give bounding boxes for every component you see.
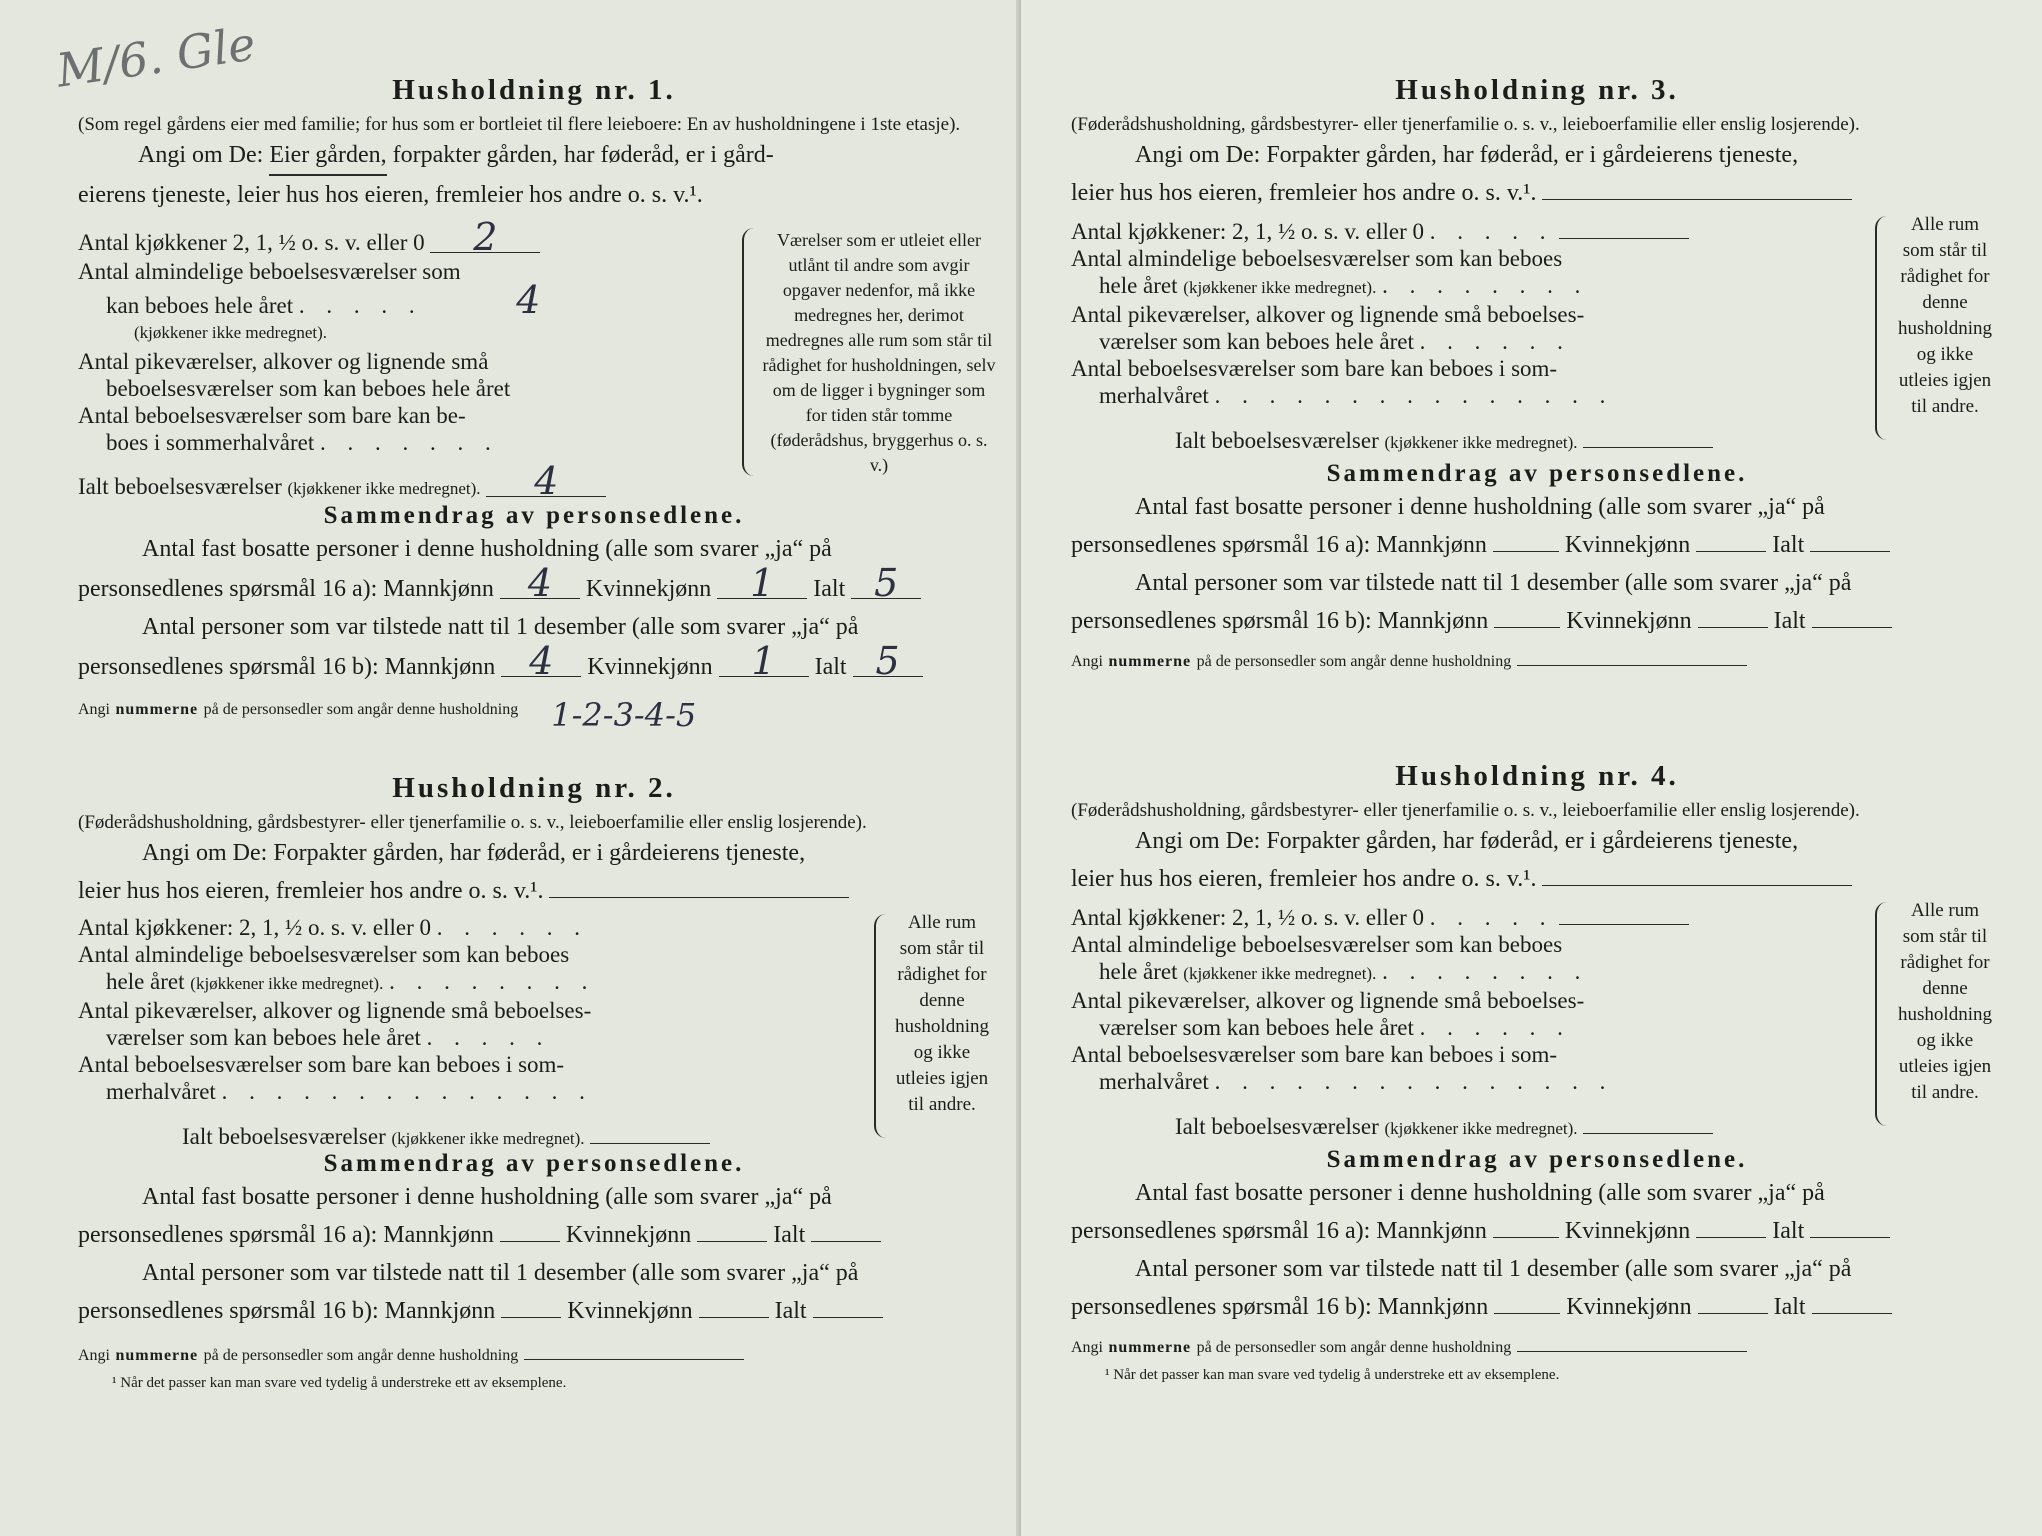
h4-tilst-female[interactable] — [1698, 1313, 1768, 1314]
h1-tilst-line-a: Antal personer som var tilstede natt til 1 desember (alle som svarer „ja“ på — [142, 614, 859, 640]
right-footnote: ¹ Når det passer kan man svare ved tydelig å understreke ett av eksemplene. — [1105, 1367, 1560, 1383]
corner-handwritten-note: M/6. Gle — [53, 16, 259, 98]
h2-fast-male[interactable] — [500, 1241, 560, 1242]
h1-maid-rooms-question: Antal pikeværelser, alkover og lignende små beboelsesværelser som kan beboes hele året — [78, 349, 511, 401]
h2-kitchens-question: Antal kjøkkener: 2, 1, ½ o. s. v. eller 0 . . . . . . — [78, 915, 589, 940]
household-2-rooms — [78, 910, 990, 1149]
h4-summer-rooms-question: Antal beboelsesværelser som bare kan beboes i som- merhalvåret . . . . . . . . . . . . . . . — [1071, 1042, 1614, 1094]
h3-summary-title: Sammendrag av personsedlene. — [1326, 460, 1748, 487]
household-1-eier-underlined: Eier gården, — [269, 136, 386, 176]
h2-rooms-question: Antal almindelige beboelsesværelser som kan beboes hele året (kjøkkener ikke medregnet). . . . . . . . . — [78, 942, 596, 994]
h2-angi-blank[interactable] — [549, 897, 849, 898]
h3-total-blank[interactable] — [1583, 447, 1713, 448]
h2-side-note: Alle rum som står til rådighet for denne husholdning og ikke utleies igjen til andre. — [895, 912, 989, 1115]
h1-summary-title: Sammendrag av personsedlene. — [323, 502, 745, 529]
h4-tilst-line-b: personsedlenes spørsmål 16 b): Mannkjønn Kvinnekjønn Ialt — [1071, 1288, 2003, 1326]
h2-fast-female[interactable] — [697, 1241, 767, 1242]
household-1-intro: (Som regel gårdens eier med familie; for hus som er bortleiet til flere leieboere: En av husholdningene i 1ste etasje). — [78, 114, 961, 135]
h4-tilst-total[interactable] — [1812, 1313, 1892, 1314]
h3-tilst-female[interactable] — [1698, 627, 1768, 628]
h2-angi-numbers-blank[interactable] — [524, 1359, 744, 1360]
h3-summer-rooms-question: Antal beboelsesværelser som bare kan beboes i som- merhalvåret . . . . . . . . . . . . . . . — [1071, 356, 1614, 408]
h2-tilst-total[interactable] — [813, 1317, 883, 1318]
household-4-section — [1071, 760, 2003, 1384]
h2-tilst-line-a: Antal personer som var tilstede natt til 1 desember (alle som svarer „ja“ på — [142, 1260, 859, 1286]
h1-brace — [742, 228, 758, 476]
h4-rooms-question: Antal almindelige beboelsesværelser som kan beboes hele året (kjøkkener ikke medregnet). . . . . . . . . — [1071, 932, 1589, 984]
h1-total-value[interactable]: 4 — [486, 466, 606, 497]
left-footnote: ¹ Når det passer kan man svare ved tydelig å understreke ett av eksemplene. — [112, 1375, 567, 1391]
h4-angi-numbers-blank[interactable] — [1517, 1351, 1747, 1352]
h3-tilst-male[interactable] — [1494, 627, 1560, 628]
h2-brace — [874, 914, 890, 1138]
household-3-intro: (Føderådshusholdning, gårdsbestyrer- eller tjenerfamilie o. s. v., leieboerfamilie eller enslig losjerende). — [1071, 114, 1860, 135]
h3-tilst-total[interactable] — [1812, 627, 1892, 628]
h3-total-rooms: Ialt beboelsesværelser (kjøkkener ikke medregnet). — [1071, 427, 1861, 456]
household-2-title: Husholdning nr. 2. — [392, 772, 676, 804]
household-1-angi-line: Angi om De: Eier gården, forpakter gården, har føderåd, er i gård- — [78, 136, 990, 176]
h3-kitchens-question: Antal kjøkkener: 2, 1, ½ o. s. v. eller 0 . . . . . — [1071, 218, 1861, 245]
h1-rooms-question: Antal almindelige beboelsesværelser som kan beboes hele året . . . . . 4 (kjøkkener ikke medregnet). — [78, 258, 728, 346]
h2-fast-total[interactable] — [811, 1241, 881, 1242]
h2-tilst-line-b: personsedlenes spørsmål 16 b): Mannkjønn Kvinnekjønn Ialt — [78, 1292, 990, 1330]
h2-tilst-female[interactable] — [699, 1317, 769, 1318]
h4-fast-line-b: personsedlenes spørsmål 16 a): Mannkjønn Kvinnekjønn Ialt — [1071, 1212, 2003, 1250]
household-2-angi-line2: leier hus hos eieren, fremleier hos andre o. s. v.¹. — [78, 872, 990, 910]
h1-fast-line-a: Antal fast bosatte personer i denne husholdning (alle som svarer „ja“ på — [142, 536, 832, 562]
h1-kitchens-question: Antal kjøkkener 2, 1, ½ o. s. v. eller 0 2 — [78, 222, 728, 256]
household-4-title: Husholdning nr. 4. — [1395, 760, 1679, 792]
household-3-rooms — [1071, 212, 2003, 452]
household-4-intro: (Føderådshusholdning, gårdsbestyrer- eller tjenerfamilie o. s. v., leieboerfamilie eller enslig losjerende). — [1071, 800, 1860, 821]
h2-summer-rooms-question: Antal beboelsesværelser som bare kan beboes i som- merhalvåret . . . . . . . . . . . . . . — [78, 1052, 593, 1104]
h4-summary-title: Sammendrag av personsedlene. — [1326, 1146, 1748, 1173]
h3-fast-line-a: Antal fast bosatte personer i denne husholdning (alle som svarer „ja“ på — [1135, 494, 1825, 520]
household-4-angi-line2: leier hus hos eieren, fremleier hos andre o. s. v.¹. — [1071, 860, 2003, 898]
h3-maid-rooms-question: Antal pikeværelser, alkover og lignende små beboelses- værelser som kan beboes hele året . . . . . . — [1071, 302, 1585, 354]
h3-fast-line-b: personsedlenes spørsmål 16 a): Mannkjønn Kvinnekjønn Ialt — [1071, 526, 2003, 564]
h1-rooms-value[interactable]: 4 — [516, 278, 541, 322]
h3-fast-total[interactable] — [1810, 551, 1890, 552]
household-3-title: Husholdning nr. 3. — [1395, 74, 1679, 106]
h1-summer-rooms-question: Antal beboelsesværelser som bare kan be- boes i sommerhalvåret . . . . . . . — [78, 403, 499, 455]
h2-total-rooms: Ialt beboelsesværelser (kjøkkener ikke medregnet). — [78, 1123, 858, 1152]
household-3-angi-line: Angi om De: Forpakter gården, har føderåd, er i gårdeierens tjeneste, — [1135, 142, 1799, 168]
h3-rooms-question: Antal almindelige beboelsesværelser som kan beboes hele året (kjøkkener ikke medregnet). . . . . . . . . — [1071, 246, 1589, 298]
h1-angi-numbers: Angi nummerne på de personsedler som angår denne husholdning 1-2-3-4-5 — [78, 688, 990, 727]
h1-tilst-total[interactable]: 5 — [853, 646, 923, 677]
household-1-title: Husholdning nr. 1. — [392, 74, 676, 106]
h2-fast-line-a: Antal fast bosatte personer i denne husholdning (alle som svarer „ja“ på — [142, 1184, 832, 1210]
right-page — [1021, 0, 2042, 1536]
household-1-section — [78, 74, 996, 734]
h4-total-rooms: Ialt beboelsesværelser (kjøkkener ikke medregnet). — [1071, 1113, 1861, 1142]
household-3-angi-line2: leier hus hos eieren, fremleier hos andre o. s. v.¹. — [1071, 174, 2003, 212]
h1-side-note: Værelser som er utleiet eller utlånt til andre som avgir opgaver nedenfor, må ikke medregnes her, derimot medregnes alle rum som står til rådighet for husholdningen, selv om de ligger i bygninger som for tiden står tomme (føderådshus, bryggerhus o. s. v.) — [762, 230, 996, 475]
h1-total-rooms: Ialt beboelsesværelser (kjøkkener ikke medregnet). 4 — [78, 466, 728, 502]
h1-tilst-line-b: personsedlenes spørsmål 16 b): Mannkjønn 4 Kvinnekjønn 1 Ialt 5 — [78, 646, 990, 686]
household-1-angi-line2: eierens tjeneste, leier hus hos eieren, fremleier hos andre o. s. v.¹. — [78, 182, 703, 208]
h4-fast-female[interactable] — [1696, 1237, 1766, 1238]
h4-side-note: Alle rum som står til rådighet for denne husholdning og ikke utleies igjen til andre. — [1898, 900, 1992, 1103]
h4-angi-blank[interactable] — [1542, 885, 1852, 886]
h2-total-blank[interactable] — [590, 1143, 710, 1144]
h1-kitchens-value[interactable]: 2 — [430, 222, 540, 253]
h3-tilst-line-b: personsedlenes spørsmål 16 b): Mannkjønn Kvinnekjønn Ialt — [1071, 602, 2003, 640]
household-2-section — [78, 772, 990, 1392]
household-4-rooms — [1071, 898, 2003, 1138]
h4-brace — [1875, 902, 1891, 1126]
household-2-angi-line: Angi om De: Forpakter gården, har føderåd, er i gårdeierens tjeneste, — [142, 840, 806, 866]
household-3-section — [1071, 74, 2003, 679]
h3-angi-numbers-blank[interactable] — [1517, 665, 1747, 666]
h4-fast-male[interactable] — [1493, 1237, 1559, 1238]
h3-side-note: Alle rum som står til rådighet for denne husholdning og ikke utleies igjen til andre. — [1898, 214, 1992, 417]
h1-fast-female[interactable]: 1 — [717, 568, 807, 599]
h3-tilst-line-a: Antal personer som var tilstede natt til 1 desember (alle som svarer „ja“ på — [1135, 570, 1852, 596]
h1-fast-total[interactable]: 5 — [851, 568, 921, 599]
h4-angi-numbers: Angi nummerne på de personsedler som angår denne husholdning — [1071, 1328, 2003, 1365]
h1-tilst-female[interactable]: 1 — [719, 646, 809, 677]
household-1-rooms — [78, 214, 996, 503]
h1-fast-line-b: personsedlenes spørsmål 16 a): Mannkjønn 4 Kvinnekjønn 1 Ialt 5 — [78, 568, 990, 608]
h2-tilst-male[interactable] — [501, 1317, 561, 1318]
household-2-intro: (Føderådshusholdning, gårdsbestyrer- eller tjenerfamilie o. s. v., leieboerfamilie eller enslig losjerende). — [78, 812, 867, 833]
h2-maid-rooms-question: Antal pikeværelser, alkover og lignende små beboelses- værelser som kan beboes hele året . . . . . — [78, 998, 592, 1050]
h1-tilst-male[interactable]: 4 — [501, 646, 581, 677]
h3-fast-female[interactable] — [1696, 551, 1766, 552]
h3-fast-male[interactable] — [1493, 551, 1559, 552]
h3-angi-numbers: Angi nummerne på de personsedler som angår denne husholdning — [1071, 642, 2003, 679]
h3-brace — [1875, 216, 1891, 440]
h4-maid-rooms-question: Antal pikeværelser, alkover og lignende små beboelses- værelser som kan beboes hele året . . . . . . — [1071, 988, 1585, 1040]
h4-kitchens-blank[interactable] — [1559, 924, 1689, 925]
h4-tilst-line-a: Antal personer som var tilstede natt til 1 desember (alle som svarer „ja“ på — [1135, 1256, 1852, 1282]
h4-kitchens-question: Antal kjøkkener: 2, 1, ½ o. s. v. eller 0 . . . . . — [1071, 904, 1861, 931]
household-4-angi-line: Angi om De: Forpakter gården, har føderåd, er i gårdeierens tjeneste, — [1135, 828, 1799, 854]
h2-summary-title: Sammendrag av personsedlene. — [323, 1150, 745, 1177]
h3-kitchens-blank[interactable] — [1559, 238, 1689, 239]
h4-fast-line-a: Antal fast bosatte personer i denne husholdning (alle som svarer „ja“ på — [1135, 1180, 1825, 1206]
h2-fast-line-b: personsedlenes spørsmål 16 a): Mannkjønn Kvinnekjønn Ialt — [78, 1216, 990, 1254]
h3-angi-blank[interactable] — [1542, 199, 1852, 200]
h4-tilst-male[interactable] — [1494, 1313, 1560, 1314]
h1-fast-male[interactable]: 4 — [500, 568, 580, 599]
h4-total-blank[interactable] — [1583, 1133, 1713, 1134]
h1-angi-numbers-value[interactable]: 1-2-3-4-5 — [551, 696, 697, 734]
h2-angi-numbers: Angi nummerne på de personsedler som angår denne husholdning — [78, 1336, 990, 1373]
h4-fast-total[interactable] — [1810, 1237, 1890, 1238]
